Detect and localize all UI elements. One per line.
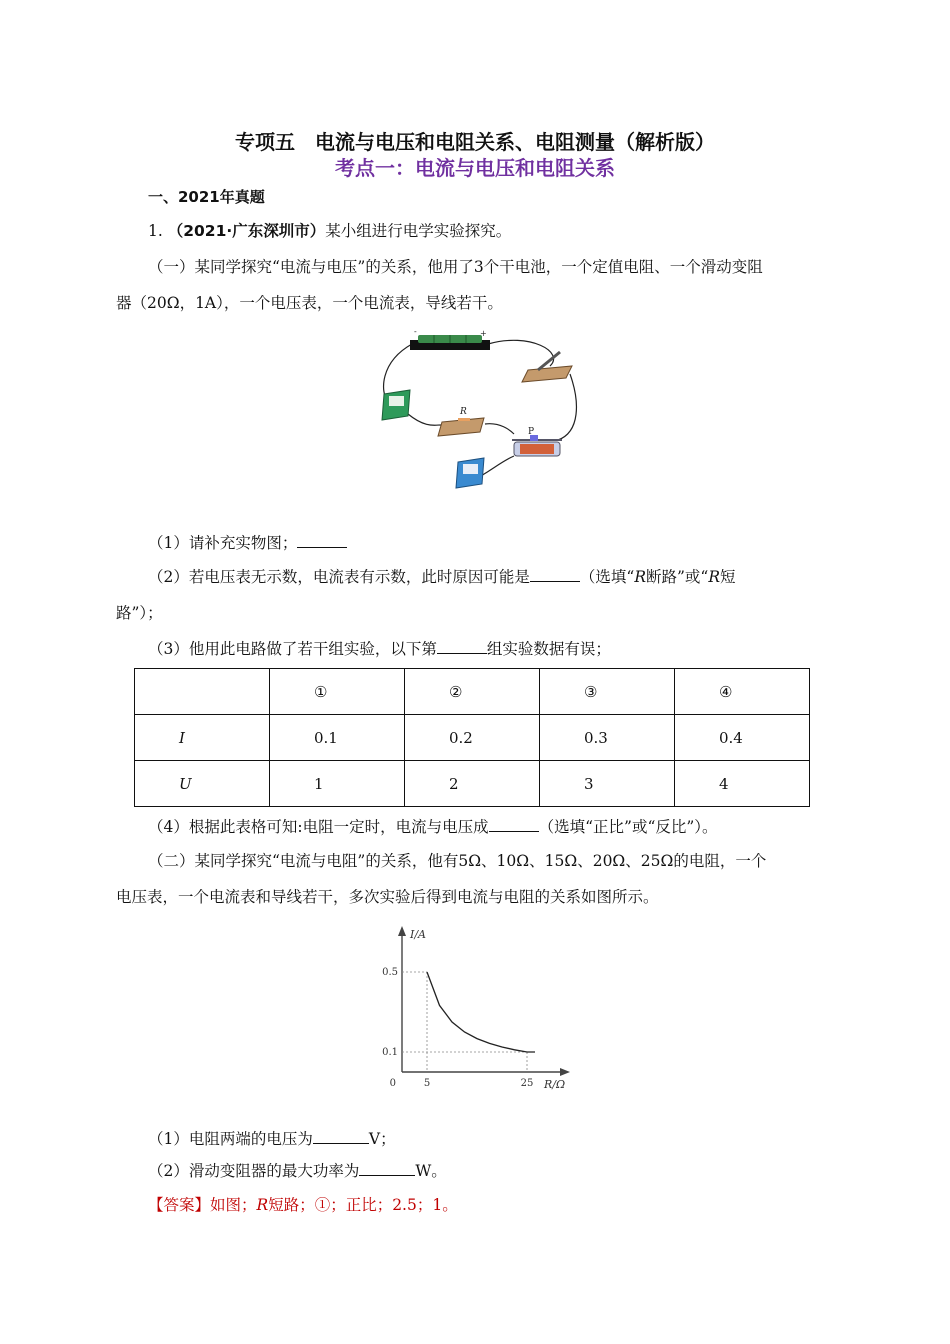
ammeter-icon [456, 458, 484, 488]
table-cell: I [135, 715, 270, 761]
resistor-label: R [460, 407, 467, 417]
part-1-line-1: （一）某同学探究“电流与电压”的关系，他用了3个干电池，一个定值电阻、一个滑动变阻 [148, 258, 763, 276]
table-cell: ④ [675, 669, 810, 715]
answer-blank-4[interactable] [489, 817, 539, 832]
answer-blank-3[interactable] [437, 639, 487, 654]
answer-line [148, 1194, 458, 1216]
sub-question-2-choice-b: 断路”或“ [645, 568, 709, 586]
sub-question-1 [148, 532, 347, 554]
table-cell: ① [270, 669, 405, 715]
table-row [135, 761, 810, 807]
resistor-icon [438, 418, 484, 436]
circuit-diagram [380, 322, 580, 494]
question-source: （2021·广东深圳市） [167, 222, 326, 240]
table-cell: 2 [405, 761, 540, 807]
answer-blank-2[interactable] [530, 567, 580, 582]
table-cell: 0.2 [405, 715, 540, 761]
sub-question-3 [148, 638, 611, 660]
y-tick-label: 0.1 [382, 1047, 398, 1058]
part-1-line-2: 器（20Ω，1A），一个电压表，一个电流表，导线若干。 [116, 294, 503, 312]
origin-label: 0 [389, 1078, 396, 1089]
y-tick-label: 0.5 [382, 967, 398, 978]
document-title: 专项五 电流与电压和电阻关系、电阻测量（解析版） [235, 130, 715, 154]
symbol-r: R [256, 1196, 269, 1214]
rheostat-icon [512, 435, 562, 456]
slider-label: P [528, 427, 535, 437]
data-curve [427, 972, 535, 1052]
question-1-stem [148, 220, 511, 242]
current-resistance-chart [376, 922, 576, 1092]
sub-question-4 [148, 816, 718, 838]
switch-icon [522, 352, 572, 382]
battery-plus-label: + [480, 329, 487, 338]
unit-volt: V； [368, 1130, 396, 1148]
unit-watt: W。 [415, 1162, 447, 1180]
part-2-sub-question-1 [148, 1128, 396, 1150]
x-axis-arrow [560, 1068, 570, 1076]
y-axis-arrow [398, 926, 406, 936]
answer-text: 【答案】如图； [148, 1196, 257, 1214]
x-tick-label: 5 [423, 1078, 431, 1089]
table-cell: ③ [540, 669, 675, 715]
answer-text-end: 短路；①；正比；2.5；1。 [268, 1196, 458, 1214]
sub-question-2-text: （2）若电压表无示数，电流表有示数，此时原因可能是 [148, 568, 530, 586]
symbol-r: R [634, 568, 646, 586]
part-2-sub-question-2 [148, 1160, 447, 1182]
topic-subtitle: 考点一：电流与电压和电阻关系 [335, 156, 615, 180]
x-axis-label: R/Ω [544, 1078, 566, 1091]
part-2-line-1: （二）某同学探究“电流与电阻”的关系，他有5Ω、10Ω、15Ω、20Ω、25Ω的电阻，一个 [148, 852, 767, 870]
table-cell: ② [405, 669, 540, 715]
answer-blank-6[interactable] [359, 1161, 415, 1176]
part-2-sub-question-2-text: （2）滑动变阻器的最大功率为 [148, 1162, 360, 1180]
sub-question-2-choice-c: 短 [720, 568, 736, 586]
tick-labels [382, 967, 533, 1089]
y-axis-label: I/A [410, 928, 426, 941]
table-row [135, 715, 810, 761]
guide-lines [402, 972, 527, 1072]
part-2-line-2: 电压表，一个电流表和导线若干，多次实验后得到电流与电阻的关系如图所示。 [116, 888, 659, 906]
data-table [134, 668, 810, 807]
sub-question-2-choice-a: （选填“ [579, 568, 635, 586]
section-heading: 一、2021年真题 [148, 188, 265, 206]
table-cell: 1 [270, 761, 405, 807]
answer-blank-5[interactable] [313, 1129, 369, 1144]
table-header-row [135, 669, 810, 715]
table-cell: 0.4 [675, 715, 810, 761]
table-cell [135, 669, 270, 715]
battery-minus-label: - [414, 327, 417, 336]
answer-blank-1[interactable] [297, 533, 347, 548]
sub-question-4-text-end: （选填“正比”或“反比”）。 [538, 818, 718, 836]
sub-question-2-line-2: 路”）； [116, 604, 163, 622]
sub-question-3-text: （3）他用此电路做了若干组实验，以下第 [148, 640, 437, 658]
table-cell: 0.3 [540, 715, 675, 761]
sub-question-4-text: （4）根据此表格可知:电阻一定时，电流与电压成 [148, 818, 489, 836]
question-text: 某小组进行电学实验探究。 [325, 222, 512, 240]
voltmeter-icon [382, 390, 410, 420]
sub-question-1-text: （1）请补充实物图； [148, 534, 298, 552]
symbol-r: R [708, 568, 721, 586]
battery-icon [410, 335, 490, 350]
sub-question-3-text-end: 组实验数据有误； [486, 640, 611, 658]
question-number: 1. [148, 222, 163, 240]
table-cell: 0.1 [270, 715, 405, 761]
table-cell: 3 [540, 761, 675, 807]
x-tick-label: 25 [520, 1078, 534, 1089]
table-cell: 4 [675, 761, 810, 807]
sub-question-2 [148, 566, 736, 588]
part-2-sub-question-1-text: （1）电阻两端的电压为 [148, 1130, 313, 1148]
table-cell: U [135, 761, 270, 807]
